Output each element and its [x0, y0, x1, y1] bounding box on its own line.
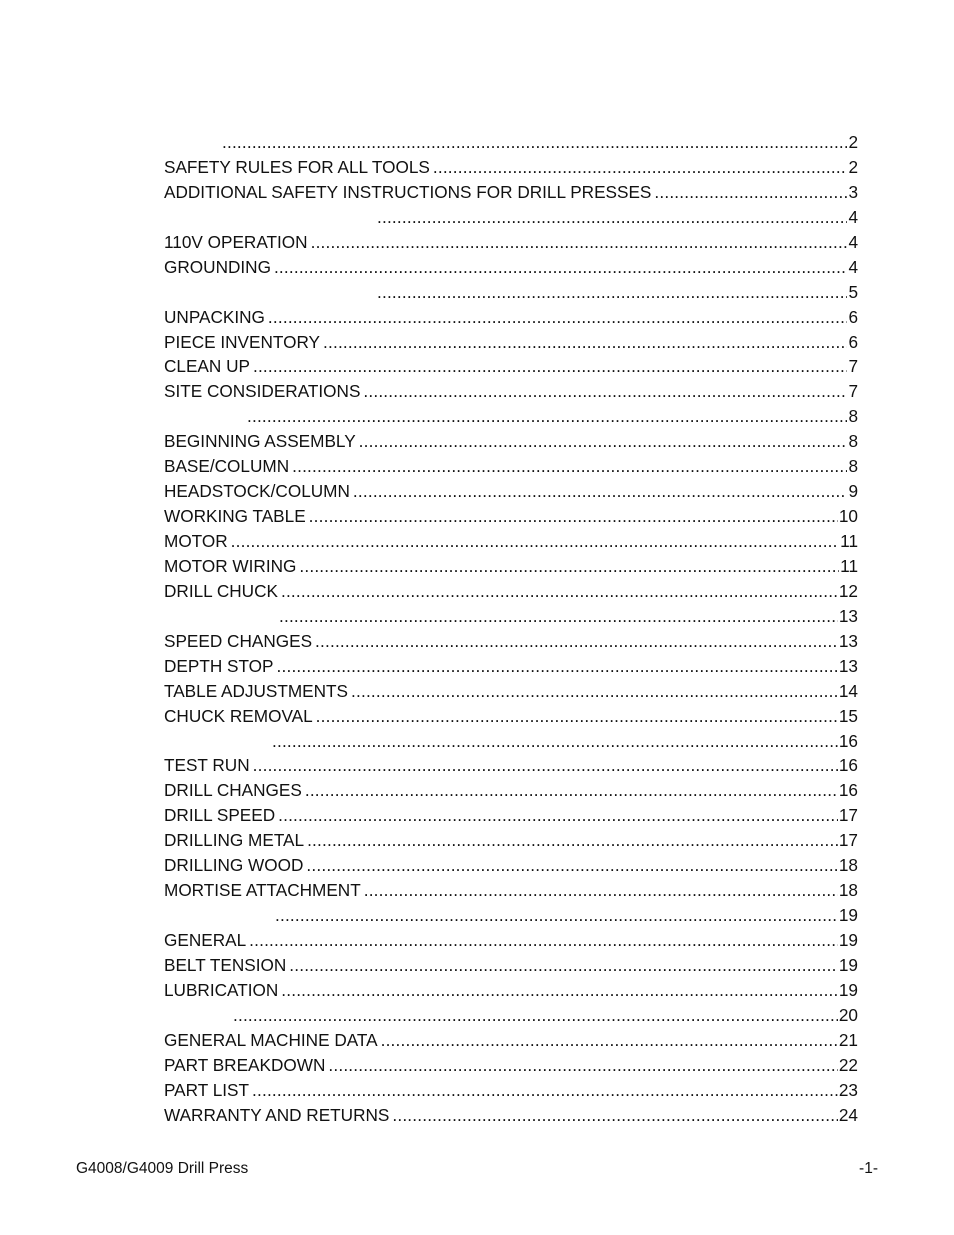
toc-entry-title: SPEED CHANGES	[164, 630, 313, 651]
toc-dot-leader	[306, 853, 837, 878]
toc-entry-page: 13	[838, 630, 858, 651]
toc-dot-leader	[328, 1053, 837, 1078]
toc-entry-page: 4	[848, 231, 858, 252]
toc-entry	[164, 379, 858, 404]
toc-entry	[164, 1053, 858, 1078]
toc-entry-page: 19	[838, 905, 858, 926]
toc-dot-leader	[364, 878, 838, 903]
toc-entry	[164, 704, 858, 729]
toc-entry-page: 18	[838, 880, 858, 901]
toc-entry-title: DRILLING WOOD	[164, 855, 304, 876]
toc-dot-leader	[268, 305, 848, 330]
toc-entry	[164, 953, 858, 978]
toc-entry	[164, 1103, 858, 1128]
toc-dot-leader	[233, 1003, 838, 1028]
toc-entry-title: TABLE ADJUSTMENTS	[164, 680, 349, 701]
toc-entry-title: SITE CONSIDERATIONS	[164, 381, 361, 402]
toc-entry-page: 23	[838, 1079, 858, 1100]
toc-entry-page: 7	[848, 381, 858, 402]
toc-entry-page: 8	[848, 456, 858, 477]
toc-entry	[164, 654, 858, 679]
toc-entry	[164, 903, 858, 928]
toc-dot-leader	[316, 704, 838, 729]
toc-dot-leader	[281, 579, 838, 604]
toc-entry-page: 22	[838, 1054, 858, 1075]
toc-dot-leader	[359, 429, 848, 454]
toc-entry	[164, 1028, 858, 1053]
toc-entry-page: 4	[848, 256, 858, 277]
toc-entry-page: 3	[848, 181, 858, 202]
toc-entry	[164, 330, 858, 355]
toc-entry-title: UNPACKING	[164, 306, 265, 327]
toc-entry-page: 15	[838, 705, 858, 726]
toc-dot-leader	[275, 903, 838, 928]
toc-dot-leader	[377, 280, 847, 305]
toc-entry	[164, 280, 858, 305]
toc-entry	[164, 404, 858, 429]
toc-entry-title: ADDITIONAL SAFETY INSTRUCTIONS FOR DRILL PRESSES	[164, 181, 652, 202]
toc-entry-page: 21	[838, 1029, 858, 1050]
toc-dot-leader	[381, 1028, 838, 1053]
toc-dot-leader	[654, 180, 847, 205]
toc-dot-leader	[307, 828, 838, 853]
toc-entry-page: 13	[838, 605, 858, 626]
toc-dot-leader	[253, 753, 838, 778]
toc-entry	[164, 155, 858, 180]
toc-dot-leader	[323, 330, 847, 355]
toc-dot-leader	[392, 1103, 838, 1128]
toc-entry-title: LUBRICATION	[164, 979, 279, 1000]
table-of-contents	[164, 130, 858, 1128]
toc-entry-title: DRILL SPEED	[164, 805, 276, 826]
toc-entry	[164, 1078, 858, 1103]
toc-dot-leader	[231, 529, 840, 554]
toc-dot-leader	[311, 230, 848, 255]
toc-entry	[164, 255, 858, 280]
toc-dot-leader	[292, 454, 847, 479]
toc-entry	[164, 205, 858, 230]
toc-entry-page: 19	[838, 930, 858, 950]
toc-entry	[164, 554, 858, 579]
toc-entry-title: GENERAL	[164, 930, 247, 950]
toc-dot-leader	[249, 928, 838, 953]
toc-entry-title: CHUCK REMOVAL	[164, 705, 313, 726]
toc-entry	[164, 305, 858, 330]
toc-entry-title: WORKING TABLE	[164, 506, 306, 527]
toc-entry-title: GROUNDING	[164, 256, 271, 277]
toc-entry-page: 11	[840, 555, 858, 576]
toc-entry-title: PIECE INVENTORY	[164, 331, 321, 352]
toc-entry	[164, 778, 858, 803]
toc-dot-leader	[351, 679, 838, 704]
toc-dot-leader	[278, 803, 838, 828]
toc-entry	[164, 853, 858, 878]
toc-entry-page: 16	[838, 780, 858, 801]
toc-dot-leader	[289, 953, 838, 978]
toc-dot-leader	[299, 554, 839, 579]
toc-entry-page: 8	[848, 431, 858, 452]
toc-entry-page: 6	[848, 331, 858, 352]
toc-dot-leader	[309, 504, 838, 529]
toc-dot-leader	[253, 354, 847, 379]
toc-entry-title: WARRANTY AND RETURNS	[164, 1104, 390, 1125]
toc-entry-title: MORTISE ATTACHMENT	[164, 880, 361, 901]
toc-entry	[164, 504, 858, 529]
toc-entry	[164, 803, 858, 828]
toc-entry-page: 19	[838, 954, 858, 975]
toc-entry	[164, 579, 858, 604]
toc-entry-page: 20	[838, 1004, 858, 1025]
toc-entry	[164, 753, 858, 778]
toc-entry-title: DRILL CHUCK	[164, 580, 278, 601]
toc-entry	[164, 978, 858, 1003]
toc-dot-leader	[363, 379, 847, 404]
toc-entry-title: DRILLING METAL	[164, 830, 305, 851]
toc-entry	[164, 928, 858, 953]
toc-entry-page: 9	[848, 481, 858, 502]
toc-entry-title: PART LIST	[164, 1079, 250, 1100]
toc-entry	[164, 479, 858, 504]
toc-entry-title: BELT TENSION	[164, 954, 287, 975]
toc-dot-leader	[272, 729, 838, 754]
toc-entry-page: 11	[840, 531, 858, 551]
toc-dot-leader	[353, 479, 848, 504]
toc-dot-leader	[281, 978, 838, 1003]
toc-dot-leader	[222, 130, 847, 155]
toc-entry-page: 12	[838, 580, 858, 601]
toc-dot-leader	[377, 205, 847, 230]
toc-entry-title: GENERAL MACHINE DATA	[164, 1029, 378, 1050]
toc-entry-page: 2	[848, 132, 858, 152]
toc-entry-page: 19	[838, 979, 858, 1000]
toc-entry-title: TEST RUN	[164, 755, 250, 776]
toc-entry	[164, 180, 858, 205]
page-number: -1-	[859, 1160, 878, 1177]
toc-entry	[164, 130, 858, 155]
toc-entry	[164, 454, 858, 479]
toc-entry-page: 17	[838, 830, 858, 851]
toc-entry-title: HEADSTOCK/COLUMN	[164, 481, 350, 502]
toc-dot-leader	[305, 778, 838, 803]
toc-entry-page: 6	[848, 306, 858, 327]
toc-entry-page: 7	[848, 356, 858, 377]
toc-entry	[164, 629, 858, 654]
toc-dot-leader	[274, 255, 847, 280]
toc-entry-page: 13	[838, 655, 858, 676]
toc-entry-title: BASE/COLUMN	[164, 456, 290, 477]
toc-entry-title: SAFETY RULES FOR ALL TOOLS	[164, 156, 430, 177]
toc-dot-leader	[279, 604, 838, 629]
toc-entry-page: 2	[848, 156, 858, 177]
toc-entry-page: 16	[838, 755, 858, 776]
toc-entry-page: 14	[838, 680, 858, 701]
toc-entry	[164, 1003, 858, 1028]
toc-entry-page: 5	[848, 281, 858, 302]
toc-entry-title: DRILL CHANGES	[164, 780, 302, 801]
toc-entry-title: 110V OPERATION	[164, 231, 308, 252]
toc-entry	[164, 529, 858, 554]
toc-entry-page: 24	[838, 1104, 858, 1125]
toc-entry	[164, 230, 858, 255]
toc-entry	[164, 729, 858, 754]
toc-entry-page: 4	[848, 206, 858, 227]
toc-entry	[164, 679, 858, 704]
toc-entry	[164, 604, 858, 629]
toc-entry-title: DEPTH STOP	[164, 655, 274, 676]
toc-dot-leader	[277, 654, 838, 679]
toc-entry-page: 16	[838, 730, 858, 751]
toc-entry	[164, 354, 858, 379]
toc-entry-title: MOTOR WIRING	[164, 555, 297, 576]
toc-entry-page: 8	[848, 406, 858, 427]
toc-dot-leader	[247, 404, 847, 429]
toc-entry-title: CLEAN UP	[164, 356, 250, 377]
toc-entry-page: 18	[838, 855, 858, 876]
toc-dot-leader	[252, 1078, 838, 1103]
toc-entry	[164, 878, 858, 903]
footer-title: G4008/G4009 Drill Press	[76, 1160, 249, 1177]
toc-dot-leader	[433, 155, 848, 180]
toc-entry-page: 17	[838, 805, 858, 826]
toc-entry	[164, 828, 858, 853]
toc-entry-page: 10	[838, 506, 858, 527]
toc-entry-title: MOTOR	[164, 531, 228, 551]
toc-entry-title: PART BREAKDOWN	[164, 1054, 326, 1075]
toc-entry	[164, 429, 858, 454]
toc-entry-title: BEGINNING ASSEMBLY	[164, 431, 356, 452]
toc-dot-leader	[315, 629, 838, 654]
